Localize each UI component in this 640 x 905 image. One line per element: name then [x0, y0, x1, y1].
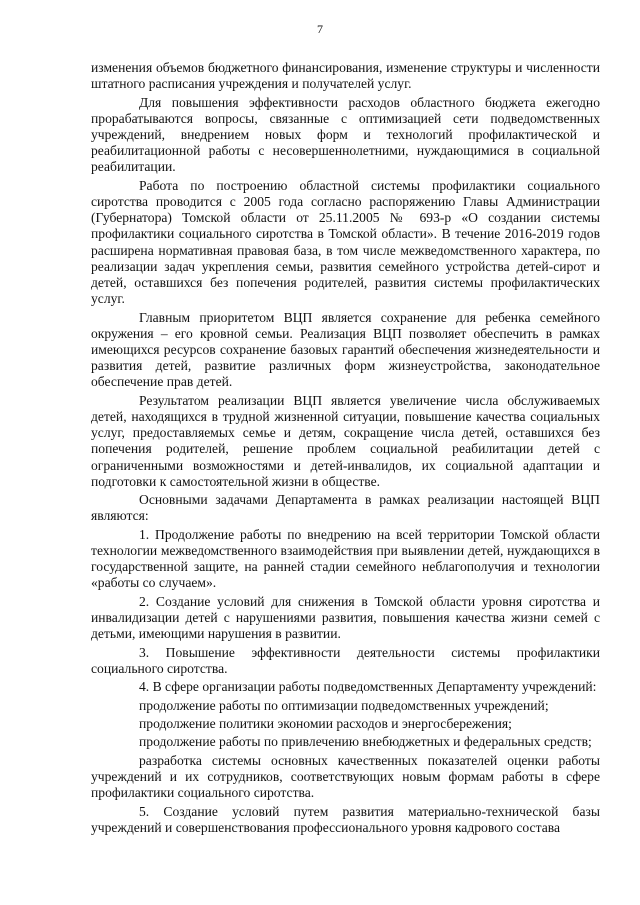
paragraph: изменения объемов бюджетного финансирования, изменение структуры и численности штатного расписания учреждения и получателей услуг. [91, 60, 600, 92]
sub-list-item: разработка системы основных качественных показателей оценки работы учреждений и их сотрудников, соответствующих новым формам работы в сфере профилактики социального сиротства. [91, 752, 600, 801]
paragraph: Основными задачами Департамента в рамках реализации настоящей ВЦП являются: [91, 492, 600, 524]
list-item: 5. Создание условий путем развития материально-технической базы учреждений и совершенствования профессионального уровня кадрового состава [91, 803, 600, 835]
list-item: 1. Продолжение работы по внедрению на всей территории Томской области технологии межведомственного взаимодействия при выявлении детей, нуждающихся в государственной защите, на ранней стадии семейного неблагополучия и технологии «работы со случаем». [91, 526, 600, 591]
sub-list-item: продолжение работы по оптимизации подведомственных учреждений; [139, 697, 549, 713]
page-number: 7 [317, 22, 323, 36]
sub-list-item: продолжение работы по привлечению внебюджетных и федеральных средств; [139, 734, 592, 750]
list-item: 3. Повышение эффективности деятельности системы профилактики социального сиротства. [91, 644, 600, 676]
list-item: 4. В сфере организации работы подведомственных Департаменту учреждений: [139, 679, 597, 695]
paragraph: Результатом реализации ВЦП является увеличение числа обслуживаемых детей, находящихся в трудной жизненной ситуации, повышение качества социальных услуг, предоставляемых семье и детям, сокращение числа детей, оставшихся без попечения родителей, решение проблем социальной реабилитации детей с ограниченными возможностями и детей-инвалидов, их социальной адаптации и подготовки к самостоятельной жизни в обществе. [91, 392, 600, 489]
paragraph: Для повышения эффективности расходов областного бюджета ежегодно прорабатываются вопросы, связанные с оптимизацией сети подведомственных учреждений, внедрением новых форм и технологий профилактической и реабилитационной работы с несовершеннолетними, нуждающимися в социальной реабилитации. [91, 94, 600, 175]
sub-list-item: продолжение политики экономии расходов и энергосбережения; [139, 715, 512, 731]
paragraph: Работа по построению областной системы профилактики социального сиротства проводится с 2005 года согласно распоряжению Главы Администрации (Губернатора) Томской области от 25.11.2005 № 693-р «О создании системы профилактики социального сиротства в Томской области». В течение 2016-2019 годов расширена нормативная правовая база, в том числе межведомственного характера, по реализации задач укрепления семьи, развития семейного устройства детей-сирот и детей, оставшихся без попечения родителей, развития системы профилактических услуг. [91, 177, 600, 307]
list-item: 2. Создание условий для снижения в Томской области уровня сиротства и инвалидизации детей с нарушениями развития, повышения качества жизни семей с детьми, имеющими нарушения в развитии. [91, 593, 600, 642]
document-body [91, 60, 600, 838]
paragraph: Главным приоритетом ВЦП является сохранение для ребенка семейного окружения – его кровной семьи. Реализация ВЦП позволяет обеспечить в рамках имеющихся ресурсов сохранение базовых гарантий обеспечения жизнедеятельности и развития детей, развитие различных форм жизнеустройства, законодательное обеспечение прав детей. [91, 309, 600, 390]
